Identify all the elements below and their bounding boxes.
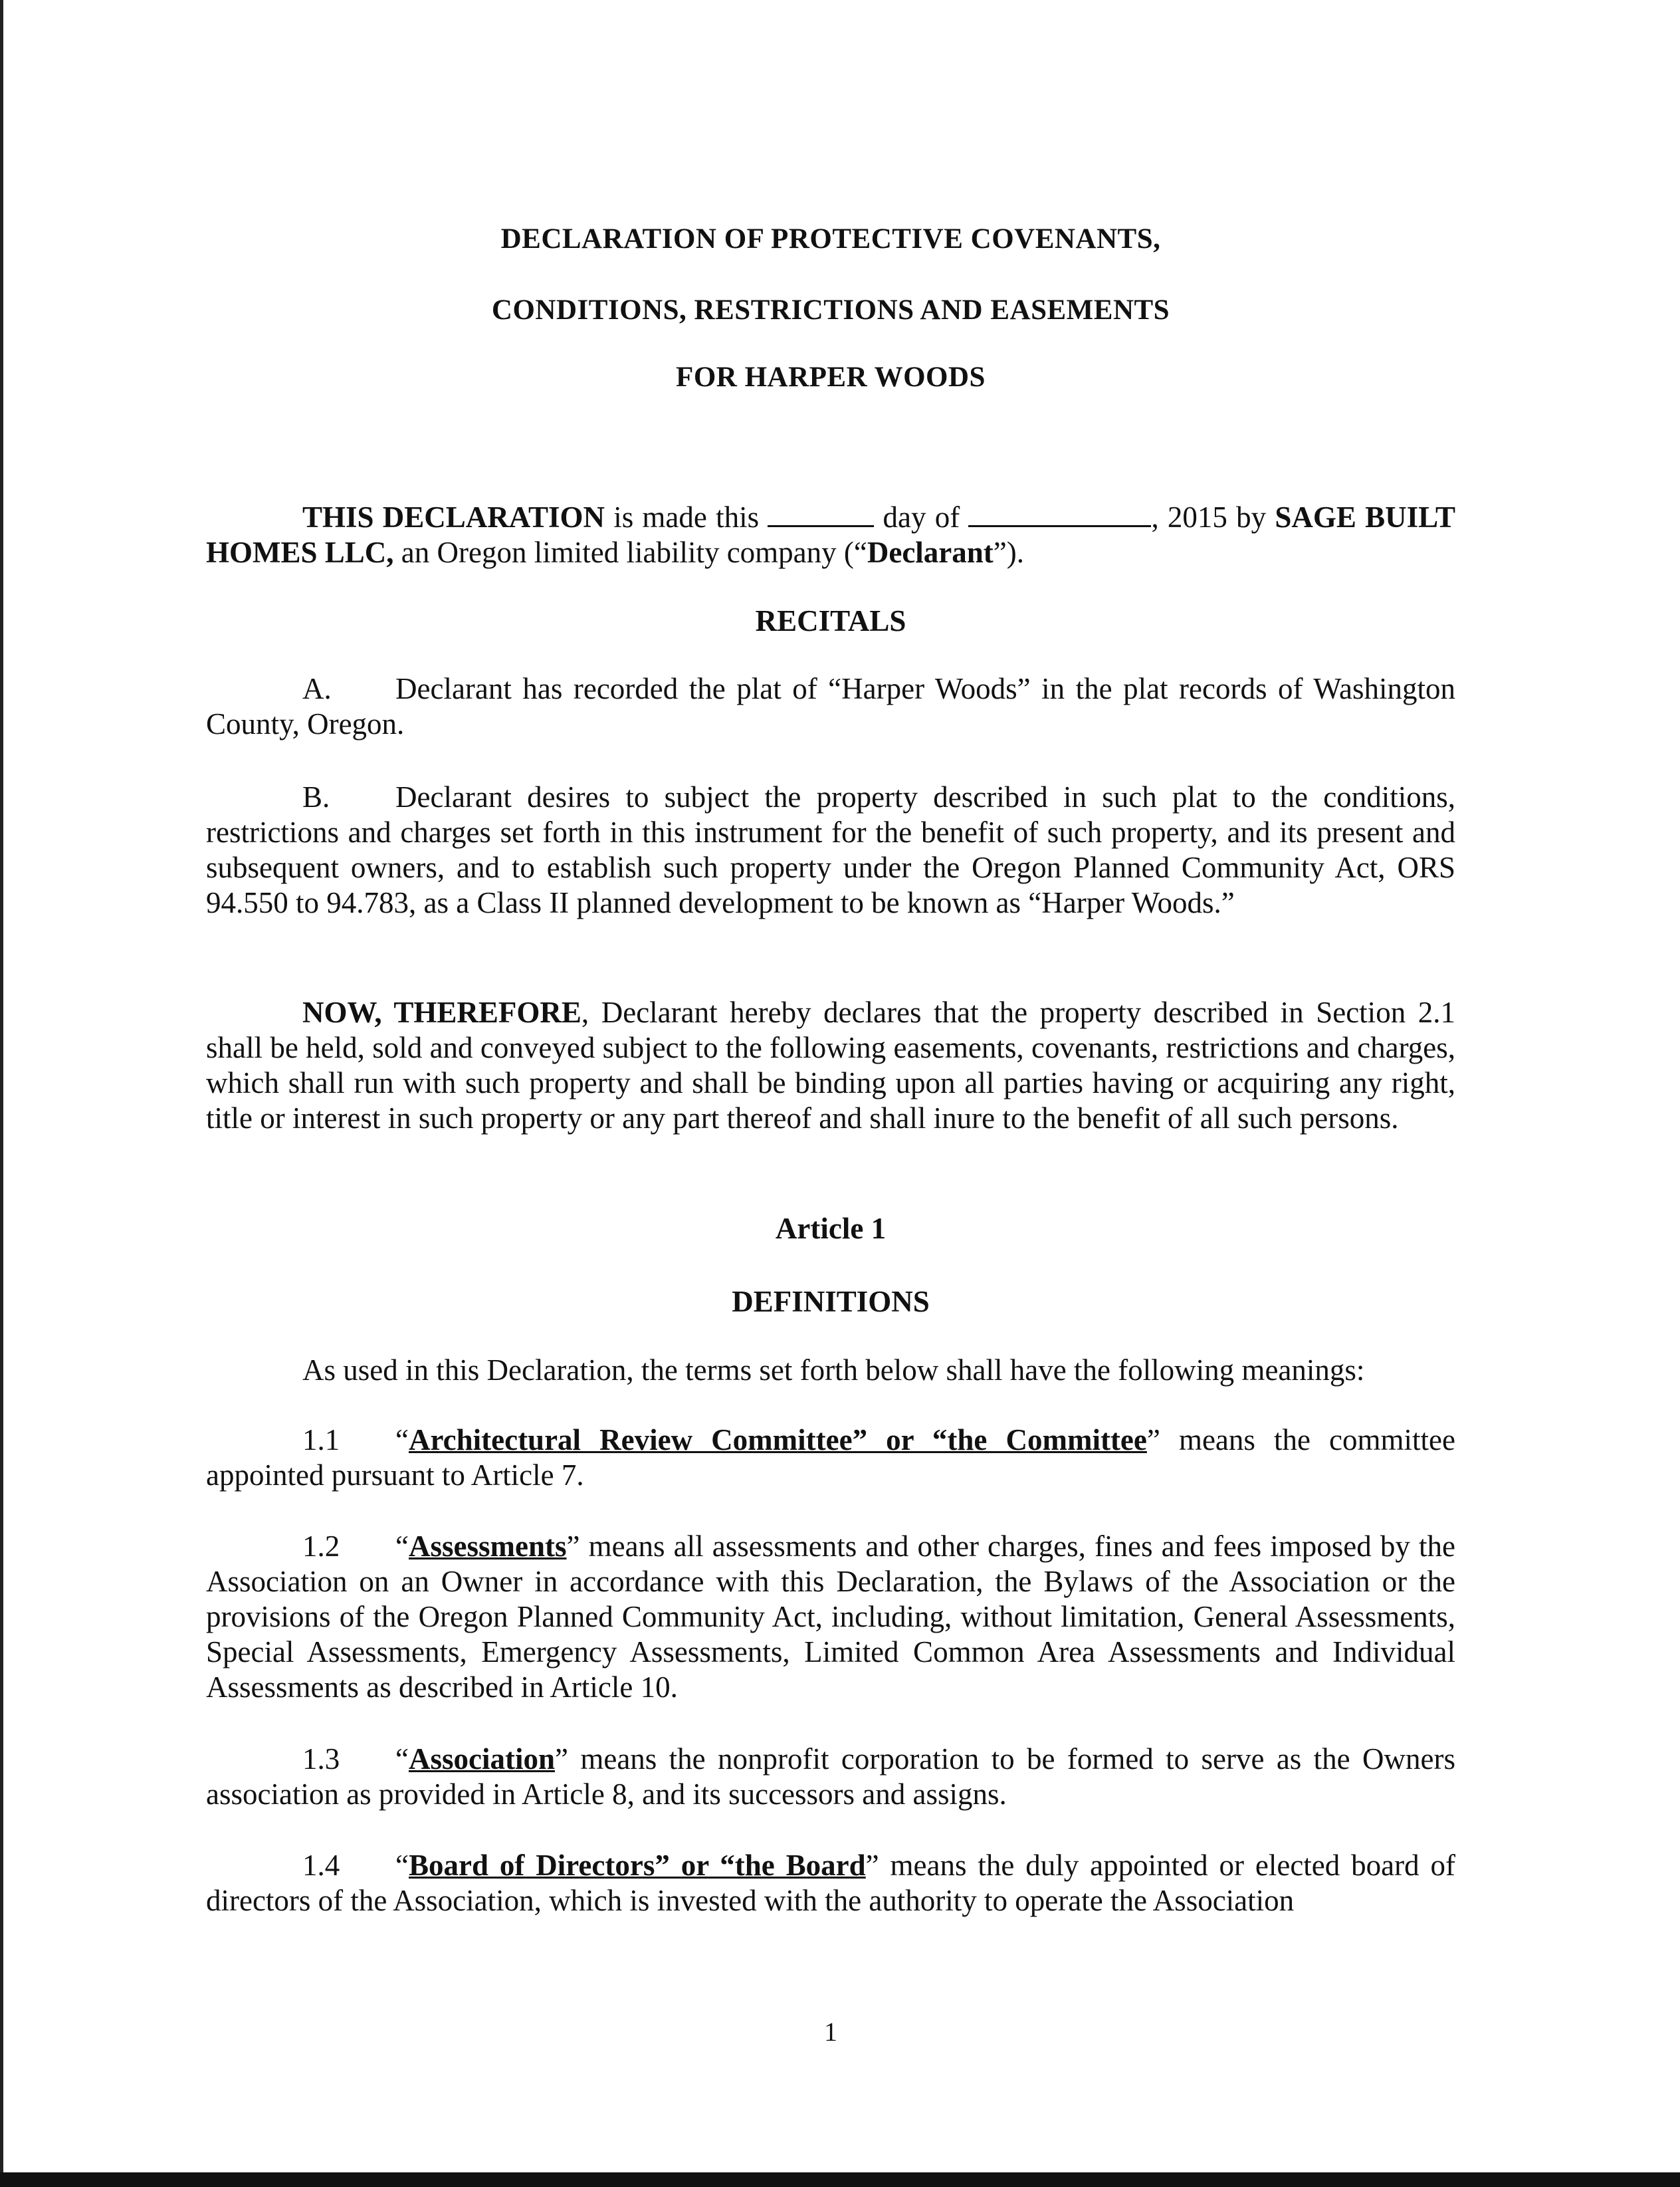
intro-lead: THIS DECLARATION [302,501,605,534]
intro-paragraph [206,500,1455,570]
definition-number: 1.2 [302,1530,340,1563]
open-quote: “ [395,1849,409,1882]
definition-text: means the committee appointed pursuant to Article 7. [206,1423,1455,1492]
recital-b-text: Declarant desires to subject the property described in such plat to the conditions, restrictions and charges set forth in this instrument for the benefit of such property, and its present and subsequent owners, and to establish such property under the Oregon Planned Community Act, ORS 94.550 to 94.783, as a Class II planned development to be known as “Harper Woods.” [206,780,1455,919]
company-name: SAGE BUILT HOMES LLC, [206,501,1456,569]
scan-edge-left [0,0,3,2187]
defined-term: Board of Directors” or “the Board [408,1849,866,1882]
defined-term: Assessments [408,1530,567,1563]
close-quote: ” [1146,1423,1160,1456]
month-blank [968,500,1151,527]
definitions-intro-text: As used in this Declaration, the terms set forth below shall have the following meanings: [302,1353,1365,1387]
definition-number: 1.1 [302,1423,340,1456]
scan-edge-bottom [0,2172,1680,2187]
now-therefore-lead: NOW, THEREFORE [302,996,581,1029]
definition-text: means all assessments and other charges, fines and fees imposed by the Association on an Owner in accordance with this Declaration, the Bylaws of the Association or the provisions of the Oregon Planned Community Act, including, without limitation, General Assessments, Special Assessments, Emergency Assessments, Limited Common Area Assessments and Individual Assessments as described in Article 10. [206,1530,1455,1704]
recital-b [206,780,1455,921]
open-quote: “ [395,1742,409,1776]
intro-text-1: is made this [604,501,768,534]
intro-text-2: day of [874,501,969,534]
article-number: Article 1 [775,1212,887,1245]
defined-term: Architectural Review Committee” or “the Committee [408,1423,1147,1456]
close-quote: ” [555,1742,568,1776]
now-therefore-text: , Declarant hereby declares that the property described in Section 2.1 shall be held, sold and conveyed subject to the following easements, covenants, restrictions and charges, which shall run with such property and shall be binding upon all parties having or acquiring any right, title or interest in such property or any part thereof and shall inure to the benefit of all such persons. [206,996,1455,1135]
definition-1-2 [206,1529,1455,1705]
title-line-1: DECLARATION OF PROTECTIVE COVENANTS, [500,223,1161,255]
recital-a-text: Declarant has recorded the plat of “Harper Woods” in the plat records of Washington County, Oregon. [206,672,1455,741]
definition-text: means the duly appointed or elected board of directors of the Association, which is invested with the authority to operate the Association [206,1849,1455,1917]
page-number: 1 [824,2017,837,2047]
definitions-intro [206,1353,1455,1388]
close-quote: ” [865,1849,879,1882]
definition-1-3 [206,1742,1455,1812]
day-blank [768,500,874,527]
recital-b-label: B. [302,780,330,814]
recitals-heading: RECITALS [755,604,906,637]
open-quote: “ [395,1423,409,1456]
open-quote: “ [395,1530,409,1563]
definition-text: means the nonprofit corporation to be formed to serve as the Owners association as provided in Article 8, and its successors and assigns. [206,1742,1455,1811]
article-name: DEFINITIONS [732,1285,930,1318]
definition-number: 1.3 [302,1742,340,1776]
intro-text-5: ”). [993,536,1025,569]
now-therefore-paragraph [206,995,1455,1136]
title-line-2: CONDITIONS, RESTRICTIONS AND EASEMENTS [491,294,1170,326]
close-quote: ” [566,1530,580,1563]
declarant-term: Declarant [867,536,994,569]
definition-1-1 [206,1423,1455,1493]
definition-1-4 [206,1848,1455,1918]
intro-text-4: an Oregon limited liability company (“ [393,536,867,569]
defined-term: Association [408,1742,555,1776]
title-line-3: FOR HARPER WOODS [676,362,986,393]
recital-a [206,671,1455,742]
intro-text-3: , 2015 by [1151,501,1275,534]
definition-number: 1.4 [302,1849,340,1882]
recital-a-label: A. [302,672,332,705]
